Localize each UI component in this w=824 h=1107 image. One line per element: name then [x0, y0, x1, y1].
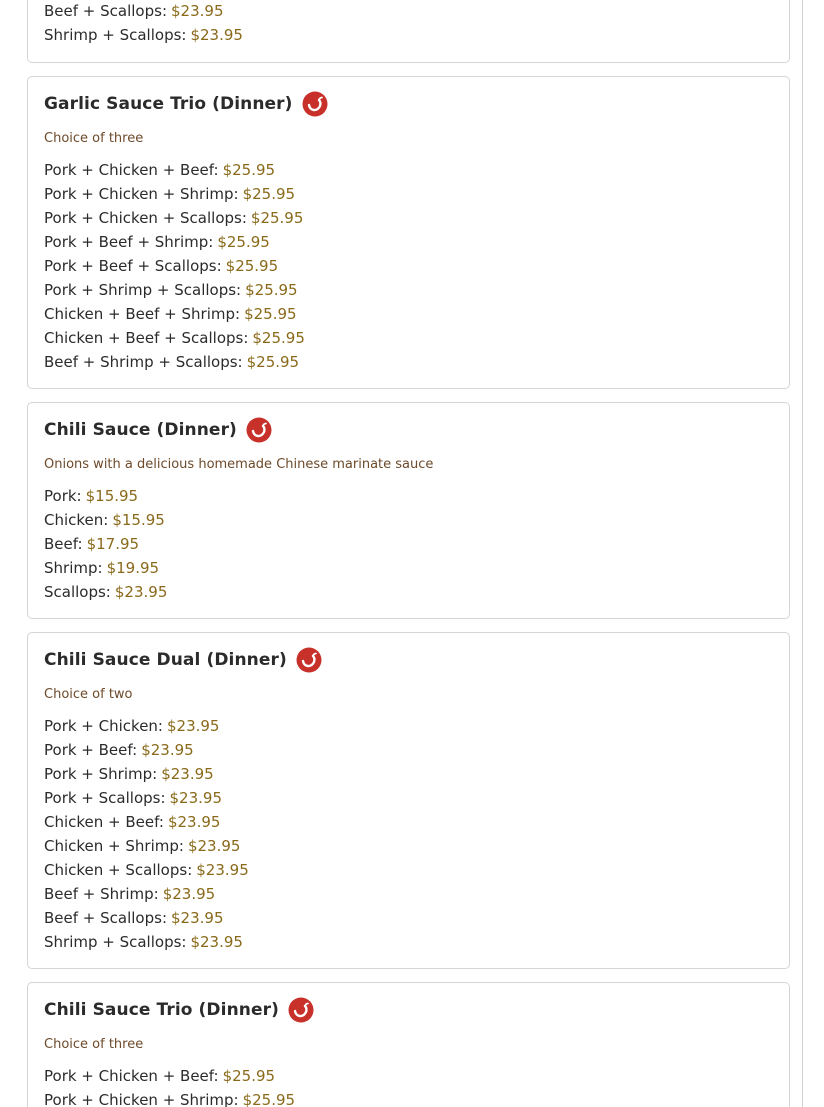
menu-item-price: $25.95: [222, 161, 276, 179]
menu-item-price: $23.95: [161, 765, 214, 783]
menu-item-price: $25.95: [222, 1067, 276, 1085]
menu-item[interactable]: [44, 484, 167, 508]
menu-item[interactable]: [44, 182, 305, 206]
menu-card[interactable]: [27, 0, 790, 63]
menu-item-price: $25.95: [246, 353, 300, 371]
card-title: Chili Sauce (Dinner): [44, 420, 237, 440]
menu-item-name: Beef + Scallops:: [44, 909, 167, 927]
menu-item-name: Chicken + Scallops:: [44, 861, 193, 879]
menu-item[interactable]: [44, 206, 305, 230]
menu-item[interactable]: [44, 278, 305, 302]
menu-item[interactable]: [44, 906, 249, 930]
menu-item-name: Beef + Scallops:: [44, 2, 167, 20]
menu-item-price: $23.95: [190, 26, 243, 44]
menu-item[interactable]: [44, 1088, 295, 1107]
menu-item-list: [44, 714, 249, 954]
menu-item-name: Pork + Chicken + Shrimp:: [44, 1091, 239, 1107]
menu-item-name: Pork + Chicken + Scallops:: [44, 209, 247, 227]
menu-item[interactable]: [44, 254, 305, 278]
menu-item-price: $25.95: [252, 329, 305, 347]
card-description: Choice of three: [44, 1037, 144, 1052]
menu-item-name: Chicken + Beef + Shrimp:: [44, 305, 241, 323]
menu-item-name: Beef + Shrimp:: [44, 885, 159, 903]
scrollbar[interactable]: [802, 0, 803, 1107]
menu-item-name: Shrimp + Scallops:: [44, 933, 187, 951]
card-title: Chili Sauce Trio (Dinner): [44, 1000, 279, 1020]
menu-item-price: $19.95: [106, 559, 160, 577]
menu-item-price: $23.95: [141, 741, 194, 759]
menu-item-name: Pork + Shrimp + Scallops:: [44, 281, 242, 299]
card-header: [44, 417, 272, 443]
card-header: [44, 647, 322, 673]
menu-item-price: $23.95: [166, 717, 220, 735]
spicy-pepper-icon: [246, 417, 272, 443]
menu-item-price: $25.95: [245, 281, 298, 299]
menu-item-name: Pork + Beef + Scallops:: [44, 257, 222, 275]
menu-card-chili-sauce-trio[interactable]: [27, 982, 790, 1107]
menu-item[interactable]: [44, 882, 249, 906]
spicy-pepper-icon: [296, 647, 322, 673]
menu-item-price: $25.95: [242, 185, 296, 203]
menu-item-name: Pork + Beef:: [44, 741, 138, 759]
menu-item[interactable]: [44, 810, 249, 834]
menu-item[interactable]: [44, 834, 249, 858]
menu-item[interactable]: [44, 326, 305, 350]
menu-item-price: $23.95: [114, 583, 168, 601]
menu-card-garlic-sauce-trio[interactable]: [27, 76, 790, 389]
menu-item-price: $23.95: [171, 909, 224, 927]
menu-item-name: Pork + Chicken + Shrimp:: [44, 185, 239, 203]
menu-item[interactable]: [44, 580, 167, 604]
menu-item-price: $25.95: [225, 257, 279, 275]
menu-item[interactable]: [44, 556, 167, 580]
menu-item-name: Beef:: [44, 535, 83, 553]
menu-item-name: Beef + Shrimp + Scallops:: [44, 353, 243, 371]
card-title: Chili Sauce Dual (Dinner): [44, 650, 287, 670]
menu-item[interactable]: [44, 508, 167, 532]
menu-item-price: $23.95: [196, 861, 249, 879]
card-header: [44, 91, 328, 117]
menu-item-price: $15.95: [112, 511, 165, 529]
menu-item[interactable]: [44, 762, 249, 786]
menu-item[interactable]: [44, 1064, 295, 1088]
menu-item-name: Chicken + Beef:: [44, 813, 164, 831]
menu-item-list: [44, 484, 167, 604]
menu-item-name: Pork:: [44, 487, 82, 505]
menu-item[interactable]: [44, 158, 305, 182]
menu-item-price: $25.95: [217, 233, 270, 251]
menu-item[interactable]: [44, 532, 167, 556]
menu-item-price: $23.95: [167, 813, 221, 831]
menu-item[interactable]: [44, 230, 305, 254]
menu-item-name: Pork + Scallops:: [44, 789, 166, 807]
menu-item-name: Chicken + Beef + Scallops:: [44, 329, 249, 347]
menu-item-price: $23.95: [171, 2, 224, 20]
menu-item[interactable]: [44, 930, 249, 954]
menu-item[interactable]: [44, 858, 249, 882]
menu-item-name: Pork + Chicken + Beef:: [44, 1067, 219, 1085]
menu-item[interactable]: [44, 786, 249, 810]
card-title: Garlic Sauce Trio (Dinner): [44, 94, 293, 114]
menu-item-price: $23.95: [169, 789, 223, 807]
menu-item-name: Pork + Chicken:: [44, 717, 163, 735]
menu-item-name: Shrimp:: [44, 559, 103, 577]
menu-item[interactable]: [44, 23, 243, 47]
menu-item[interactable]: [44, 738, 249, 762]
menu-item-price: $15.95: [85, 487, 139, 505]
menu-item-list: [44, 1064, 295, 1107]
menu-card-chili-sauce-dual[interactable]: [27, 632, 790, 969]
menu-item-price: $25.95: [242, 1091, 296, 1107]
card-header: [44, 997, 314, 1023]
menu-item-price: $25.95: [244, 305, 297, 323]
menu-item-price: $25.95: [250, 209, 304, 227]
card-description: Choice of two: [44, 687, 133, 702]
menu-item-name: Pork + Chicken + Beef:: [44, 161, 219, 179]
menu-item-price: $23.95: [162, 885, 216, 903]
menu-item-name: Scallops:: [44, 583, 111, 601]
menu-item-name: Chicken:: [44, 511, 109, 529]
menu-item-price: $23.95: [187, 837, 241, 855]
menu-card-chili-sauce[interactable]: [27, 402, 790, 619]
menu-item-list: [44, 158, 305, 374]
spicy-pepper-icon: [288, 997, 314, 1023]
menu-item-name: Pork + Beef + Shrimp:: [44, 233, 214, 251]
menu-item-list: [44, 0, 243, 47]
card-description: Choice of three: [44, 131, 144, 146]
menu-item-price: $23.95: [190, 933, 243, 951]
menu-item[interactable]: [44, 714, 249, 738]
card-description: Onions with a delicious homemade Chinese marinate sauce: [44, 457, 434, 472]
menu-item[interactable]: [44, 0, 243, 23]
menu-item-name: Shrimp + Scallops:: [44, 26, 187, 44]
menu-item-name: Pork + Shrimp:: [44, 765, 158, 783]
menu-item-price: $17.95: [86, 535, 140, 553]
spicy-pepper-icon: [302, 91, 328, 117]
menu-item[interactable]: [44, 350, 305, 374]
menu-item-name: Chicken + Shrimp:: [44, 837, 184, 855]
menu-item[interactable]: [44, 302, 305, 326]
